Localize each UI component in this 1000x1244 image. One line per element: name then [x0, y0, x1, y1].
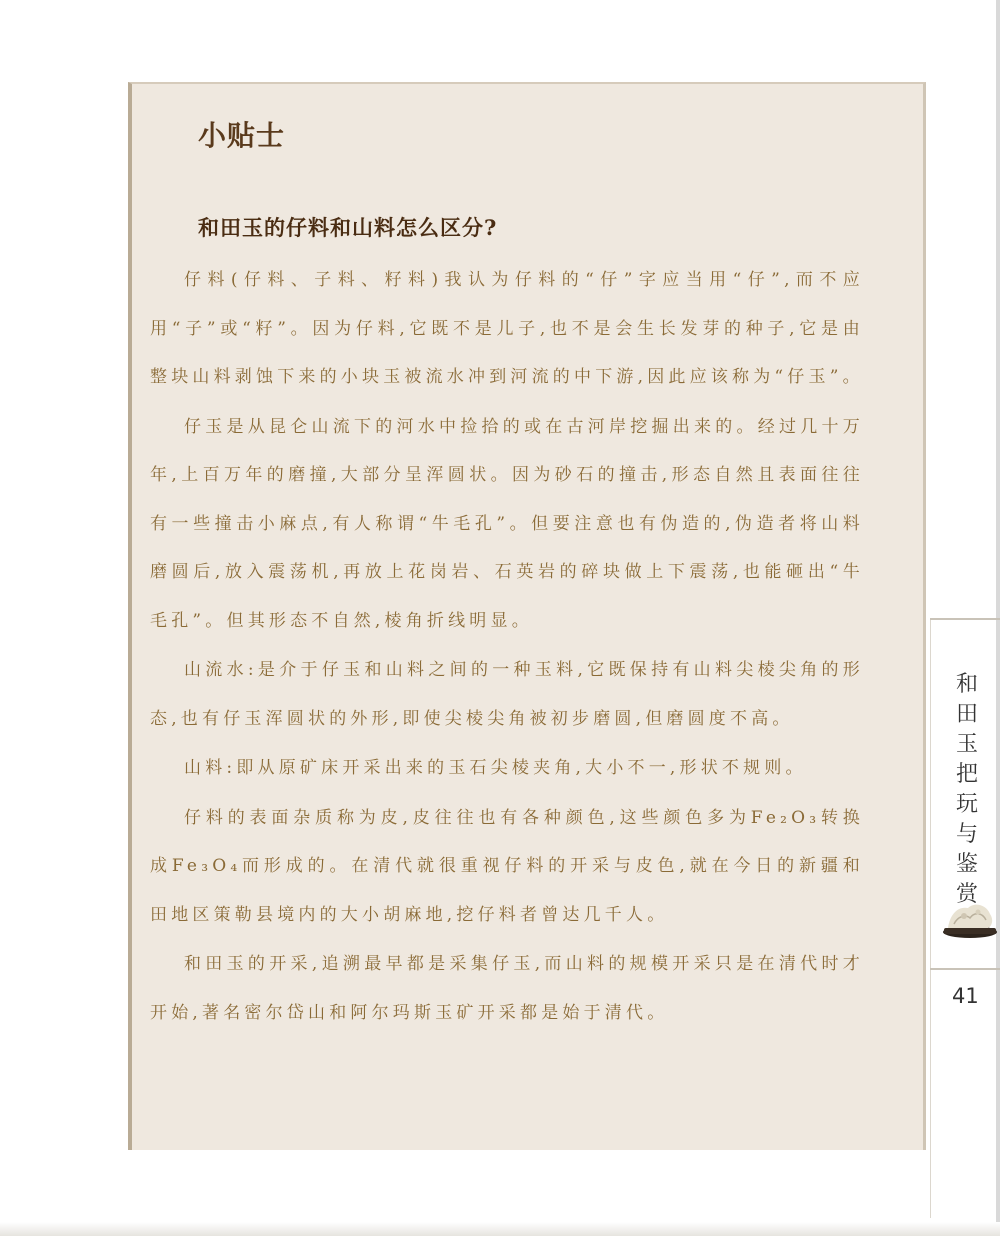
tip-panel: [128, 82, 926, 1150]
paragraph-zailiao: 仔料(仔料、子料、籽料)我认为仔料的“仔”字应当用“仔”,而不应用“子”或“籽”。因为仔料,它既不是儿子,也不是会生长发芽的种子,它是由整块山料剥蚀下来的小块玉被流水冲到河流的中下游,因此应该称为“仔玉”。: [150, 270, 864, 387]
side-divider-vertical: [930, 618, 931, 1218]
page-number: 41: [952, 984, 979, 1008]
side-divider-bottom: [930, 968, 1000, 970]
book-title: 和田玉把玩与鉴赏: [955, 672, 978, 907]
tip-body: [150, 212, 864, 1038]
paragraph-kaicai: 和田玉的开采,追溯最早都是采集仔玉,而山料的规模开采只是在清代时才开始,著名密尔岱山和阿尔玛斯玉矿开采都是始于清代。: [150, 954, 864, 1023]
side-tab: [930, 618, 1000, 1244]
side-divider-top: [930, 618, 1000, 620]
tip-heading: 小贴士: [198, 119, 286, 152]
jade-carving-icon: [940, 894, 998, 940]
tip-question: 和田玉的仔料和山料怎么区分?: [198, 215, 498, 240]
paragraph-shanliao: 山料:即从原矿床开采出来的玉石尖棱夹角,大小不一,形状不规则。: [184, 758, 807, 778]
paragraph-pise: 仔料的表面杂质称为皮,皮往往也有各种颜色,这些颜色多为Fe₂O₃转换成Fe₃O₄而形成的。在清代就很重视仔料的开采与皮色,就在今日的新疆和田地区策勒县境内的大小胡麻地,挖仔料者曾达几千人。: [150, 807, 864, 925]
paragraph-zaiyu: 仔玉是从昆仑山流下的河水中捡拾的或在古河岸挖掘出来的。经过几十万年,上百万年的磨撞,大部分呈浑圆状。因为砂石的撞击,形态自然且表面往往有一些撞击小麻点,有人称谓“牛毛孔”。但要注意也有伪造的,伪造者将山料磨圆后,放入震荡机,再放上花岗岩、石英岩的碎块做上下震荡,也能砸出“牛毛孔”。但其形态不自然,棱角折线明显。: [150, 416, 864, 631]
page-bottom-edge: [0, 1222, 1000, 1236]
paragraph-shanliushui: 山流水:是介于仔玉和山料之间的一种玉料,它既保持有山料尖棱尖角的形态,也有仔玉浑圆状的外形,即使尖棱尖角被初步磨圆,但磨圆度不高。: [150, 660, 864, 729]
